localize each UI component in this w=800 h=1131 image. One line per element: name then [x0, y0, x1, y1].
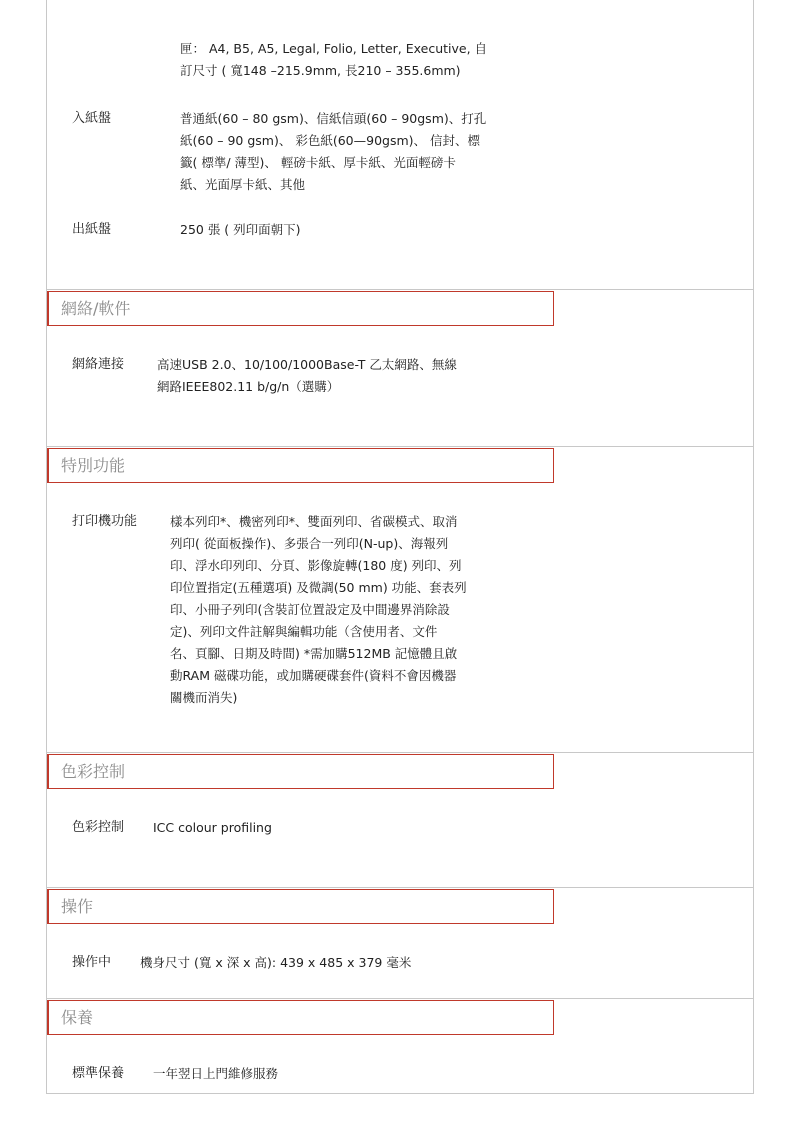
text-line: 動RAM 磁碟功能，或加購硬碟套件(資料不會因機器	[170, 668, 457, 683]
text-line: 普通紙(60 – 80 gsm)、信紙信頭(60 – 90gsm)、打孔	[180, 111, 487, 126]
printer-functions-label: 打印機功能	[72, 514, 138, 529]
text-line: 印位置指定(五種選項) 及微調(50 mm) 功能、套表列	[170, 580, 467, 595]
section-header-network: 網絡/軟件	[47, 291, 554, 326]
section-divider	[46, 998, 754, 999]
text-line: 定)、列印文件註解與編輯功能（含使用者、文件	[170, 624, 438, 639]
output-tray-label: 出紙盤	[72, 222, 112, 237]
section-header-maintenance: 保養	[47, 1000, 554, 1035]
operation-value: 機身尺寸 (寬 x 深 x 高): 439 x 485 x 379 毫米	[140, 955, 412, 970]
section-header-operation: 操作	[47, 889, 554, 924]
text-line: 高速USB 2.0、10/100/1000Base-T 乙太網路、無線	[157, 357, 457, 372]
input-tray-text	[180, 108, 486, 196]
text-line: 印、浮水印列印、分頁、影像旋轉(180 度) 列印、列	[170, 558, 462, 573]
text-line: 匣： A4, B5, A5, Legal, Folio, Letter, Executive, 自	[180, 41, 488, 56]
text-line: 網路IEEE802.11 b/g/n（選購）	[157, 379, 340, 394]
color-control-label: 色彩控制	[72, 820, 125, 835]
operation-label: 操作中	[72, 955, 112, 970]
color-control-value: ICC colour profiling	[153, 820, 272, 835]
text-line: 訂尺寸 ( 寬148 –215.9mm, 長210 – 355.6mm)	[180, 63, 461, 78]
text-line: 紙(60 – 90 gsm)、 彩色紙(60—90gsm)、 信封、標	[180, 133, 480, 148]
printer-functions-text	[170, 511, 467, 709]
section-divider	[46, 446, 754, 447]
text-line: 列印( 從面板操作)、多張合一列印(N-up)、海報列	[170, 536, 449, 551]
paper-size-text	[180, 38, 487, 82]
section-divider	[46, 752, 754, 753]
network-text	[157, 354, 457, 398]
section-header-special: 特別功能	[47, 448, 554, 483]
network-label: 網絡連接	[72, 357, 125, 372]
section-divider	[46, 289, 754, 290]
input-tray-label: 入紙盤	[72, 111, 112, 126]
section-divider	[46, 887, 754, 888]
section-header-color: 色彩控制	[47, 754, 554, 789]
text-line: 籤( 標準/ 薄型)、 輕磅卡紙、厚卡紙、光面輕磅卡	[180, 155, 456, 170]
text-line: 樣本列印*、機密列印*、雙面列印、省碳模式、取消	[170, 514, 458, 529]
text-line: 名、頁腳、日期及時間) *需加購512MB 記憶體且啟	[170, 646, 458, 661]
maintenance-label: 標準保養	[72, 1066, 125, 1081]
maintenance-value: 一年翌日上門維修服務	[153, 1066, 279, 1081]
text-line: 關機而消失)	[170, 690, 238, 705]
text-line: 印、小冊子列印(含裝訂位置設定及中間邊界消除設	[170, 602, 450, 617]
text-line: 紙、光面厚卡紙、其他	[180, 177, 306, 192]
output-tray-value: 250 張 ( 列印面朝下)	[180, 222, 301, 237]
